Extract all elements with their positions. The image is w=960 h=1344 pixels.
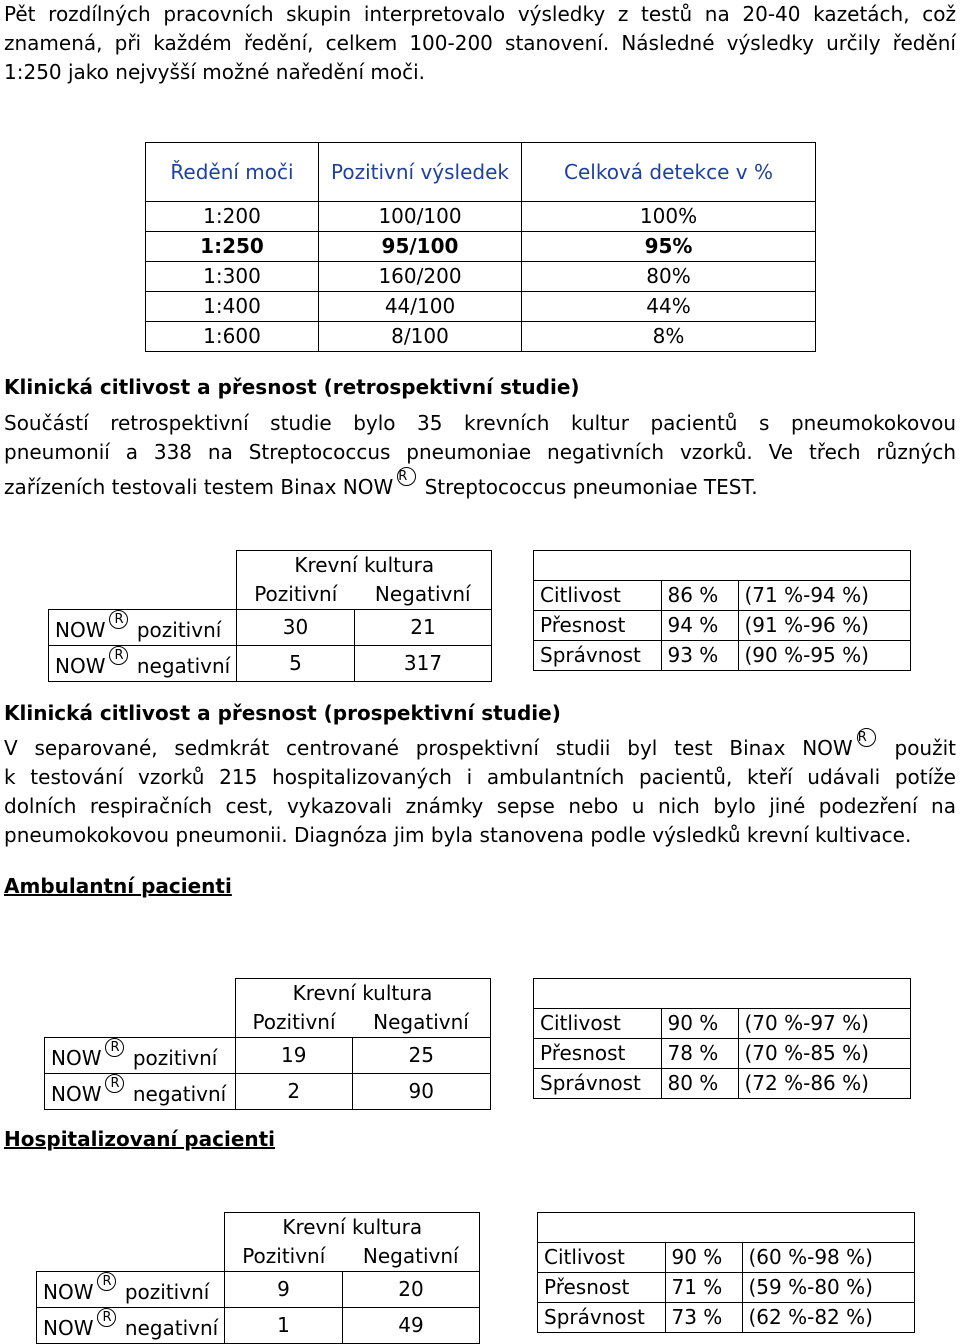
prosp-paragraph xyxy=(4,728,956,850)
stat-label: Správnost xyxy=(534,641,662,671)
col-positive: Pozitivní xyxy=(237,580,355,610)
header-detection: Celková detekce v % xyxy=(522,143,816,202)
hospital-heading: Hospitalizovaní pacienti xyxy=(4,1127,276,1151)
cell: 1:200 xyxy=(146,202,319,232)
cell: 100/100 xyxy=(319,202,522,232)
table-row xyxy=(146,262,816,292)
stat-label: Přesnost xyxy=(534,611,662,641)
table-row xyxy=(146,322,816,352)
stat-label: Citlivost xyxy=(534,1009,662,1039)
retro-paragraph xyxy=(4,409,956,502)
stat-value: 94 % xyxy=(661,611,738,641)
stat-ci: (71 %-94 %) xyxy=(738,581,911,611)
stat-ci: (90 %-95 %) xyxy=(738,641,911,671)
cell: 95/100 xyxy=(319,232,522,262)
stat-value: 93 % xyxy=(661,641,738,671)
cell: 8/100 xyxy=(319,322,522,352)
stat-label: Přesnost xyxy=(534,1039,662,1069)
intro-paragraph xyxy=(4,0,956,87)
cell: 95% xyxy=(522,232,816,262)
stat-ci: (62 %-82 %) xyxy=(742,1303,915,1333)
stat-value: 73 % xyxy=(665,1303,742,1333)
cell: 90 xyxy=(353,1074,491,1110)
header-dilution: Ředění moči xyxy=(146,143,319,202)
ambulant-heading: Ambulantní pacienti xyxy=(4,874,232,898)
cell: 1 xyxy=(225,1308,343,1344)
krevni-kultura-header: Krevní kultura xyxy=(237,551,492,581)
prosp-heading: Klinická citlivost a přesnost (prospektivní studie) xyxy=(4,701,561,725)
cell: 1:250 xyxy=(146,232,319,262)
stat-ci: (72 %-86 %) xyxy=(738,1069,911,1099)
cell: 19 xyxy=(235,1038,353,1074)
ambulant-stats-table xyxy=(533,978,911,1099)
stat-ci: (70 %-85 %) xyxy=(738,1039,911,1069)
stat-value: 71 % xyxy=(665,1273,742,1303)
prosp-line: pneumokokovou pneumonii. Diagnóza jim byla stanovena podle výsledků krevní kultivace. xyxy=(4,823,912,847)
cell: 1:600 xyxy=(146,322,319,352)
stat-value: 80 % xyxy=(661,1069,738,1099)
stat-ci: (60 %-98 %) xyxy=(742,1243,915,1273)
cell: 21 xyxy=(354,610,492,646)
col-negative: Negativní xyxy=(353,1008,491,1038)
retro-contingency-table xyxy=(48,550,492,682)
intro-line: 1:250 jako nejvyšší možné naředění moči. xyxy=(4,60,426,84)
stat-ci: (70 %-97 %) xyxy=(738,1009,911,1039)
cell: 20 xyxy=(342,1272,480,1308)
retro-line: zařízeních testovali testem Binax NOW $^R$ Streptococcus pneumoniae TEST. xyxy=(4,469,758,499)
cell: 1:300 xyxy=(146,262,319,292)
stat-label: Citlivost xyxy=(538,1243,666,1273)
cell: 2 xyxy=(235,1074,353,1110)
table-row xyxy=(146,292,816,322)
row-now-positive: NOW $^R$ pozitivní xyxy=(37,1272,225,1308)
krevni-kultura-header: Krevní kultura xyxy=(235,979,490,1009)
col-negative: Negativní xyxy=(342,1242,480,1272)
row-now-negative: NOW $^R$ negativní xyxy=(49,646,237,682)
cell: 1:400 xyxy=(146,292,319,322)
stat-value: 78 % xyxy=(661,1039,738,1069)
retro-line: pneumonií a 338 na Streptococcus pneumoniae negativních vzorků. Ve třech různých xyxy=(4,440,956,464)
cell: 44/100 xyxy=(319,292,522,322)
retro-stats-table xyxy=(533,550,911,671)
cell: 317 xyxy=(354,646,492,682)
row-now-positive: NOW $^R$ pozitivní xyxy=(45,1038,236,1074)
col-negative: Negativní xyxy=(354,580,492,610)
cell: 160/200 xyxy=(319,262,522,292)
cell: 30 xyxy=(237,610,355,646)
stat-label: Správnost xyxy=(538,1303,666,1333)
hospital-stats-table xyxy=(537,1212,915,1333)
row-now-negative: NOW $^R$ negativní xyxy=(37,1308,225,1344)
col-positive: Pozitivní xyxy=(225,1242,343,1272)
row-now-negative: NOW $^R$ negativní xyxy=(45,1074,236,1110)
retro-heading: Klinická citlivost a přesnost (retrospektivní studie) xyxy=(4,375,580,399)
cell: 80% xyxy=(522,262,816,292)
col-positive: Pozitivní xyxy=(235,1008,353,1038)
stat-label: Správnost xyxy=(534,1069,662,1099)
cell: 9 xyxy=(225,1272,343,1308)
stat-value: 90 % xyxy=(665,1243,742,1273)
cell: 49 xyxy=(342,1308,480,1344)
retro-line: Součástí retrospektivní studie bylo 35 krevních kultur pacientů s pneumokokovou xyxy=(4,411,956,435)
row-now-positive: NOW $^R$ pozitivní xyxy=(49,610,237,646)
stat-label: Citlivost xyxy=(534,581,662,611)
cell: 5 xyxy=(237,646,355,682)
table-row xyxy=(146,202,816,232)
prosp-line: dolních respiračních cest, vykazovali známky sepse nebo u nich bylo jiné podezření na xyxy=(4,794,956,818)
ambulant-contingency-table xyxy=(44,978,491,1110)
cell: 25 xyxy=(353,1038,491,1074)
hospital-contingency-table xyxy=(36,1212,480,1344)
cell: 44% xyxy=(522,292,816,322)
stat-value: 86 % xyxy=(661,581,738,611)
stat-ci: (59 %-80 %) xyxy=(742,1273,915,1303)
krevni-kultura-header: Krevní kultura xyxy=(225,1213,480,1243)
cell: 100% xyxy=(522,202,816,232)
stat-ci: (91 %-96 %) xyxy=(738,611,911,641)
stat-label: Přesnost xyxy=(538,1273,666,1303)
stat-value: 90 % xyxy=(661,1009,738,1039)
intro-line: znamená, při každém ředění, celkem 100-200 stanovení. Následné výsledky určily ředění xyxy=(4,31,956,55)
prosp-line: k testování vzorků 215 hospitalizovaných i ambulantních pacientů, kteří udávali potíže xyxy=(4,765,956,789)
header-positive: Pozitivní výsledek xyxy=(319,143,522,202)
intro-line: Pět rozdílných pracovních skupin interpretovalo výsledky z testů na 20-40 kazetách, což xyxy=(4,2,956,26)
cell: 8% xyxy=(522,322,816,352)
registered-mark: R xyxy=(397,467,416,486)
prosp-line: V separované, sedmkrát centrované prospektivní studii byl test Binax NOW $^R$ použit xyxy=(4,730,957,760)
table-row xyxy=(146,232,816,262)
dilution-table xyxy=(145,142,816,352)
